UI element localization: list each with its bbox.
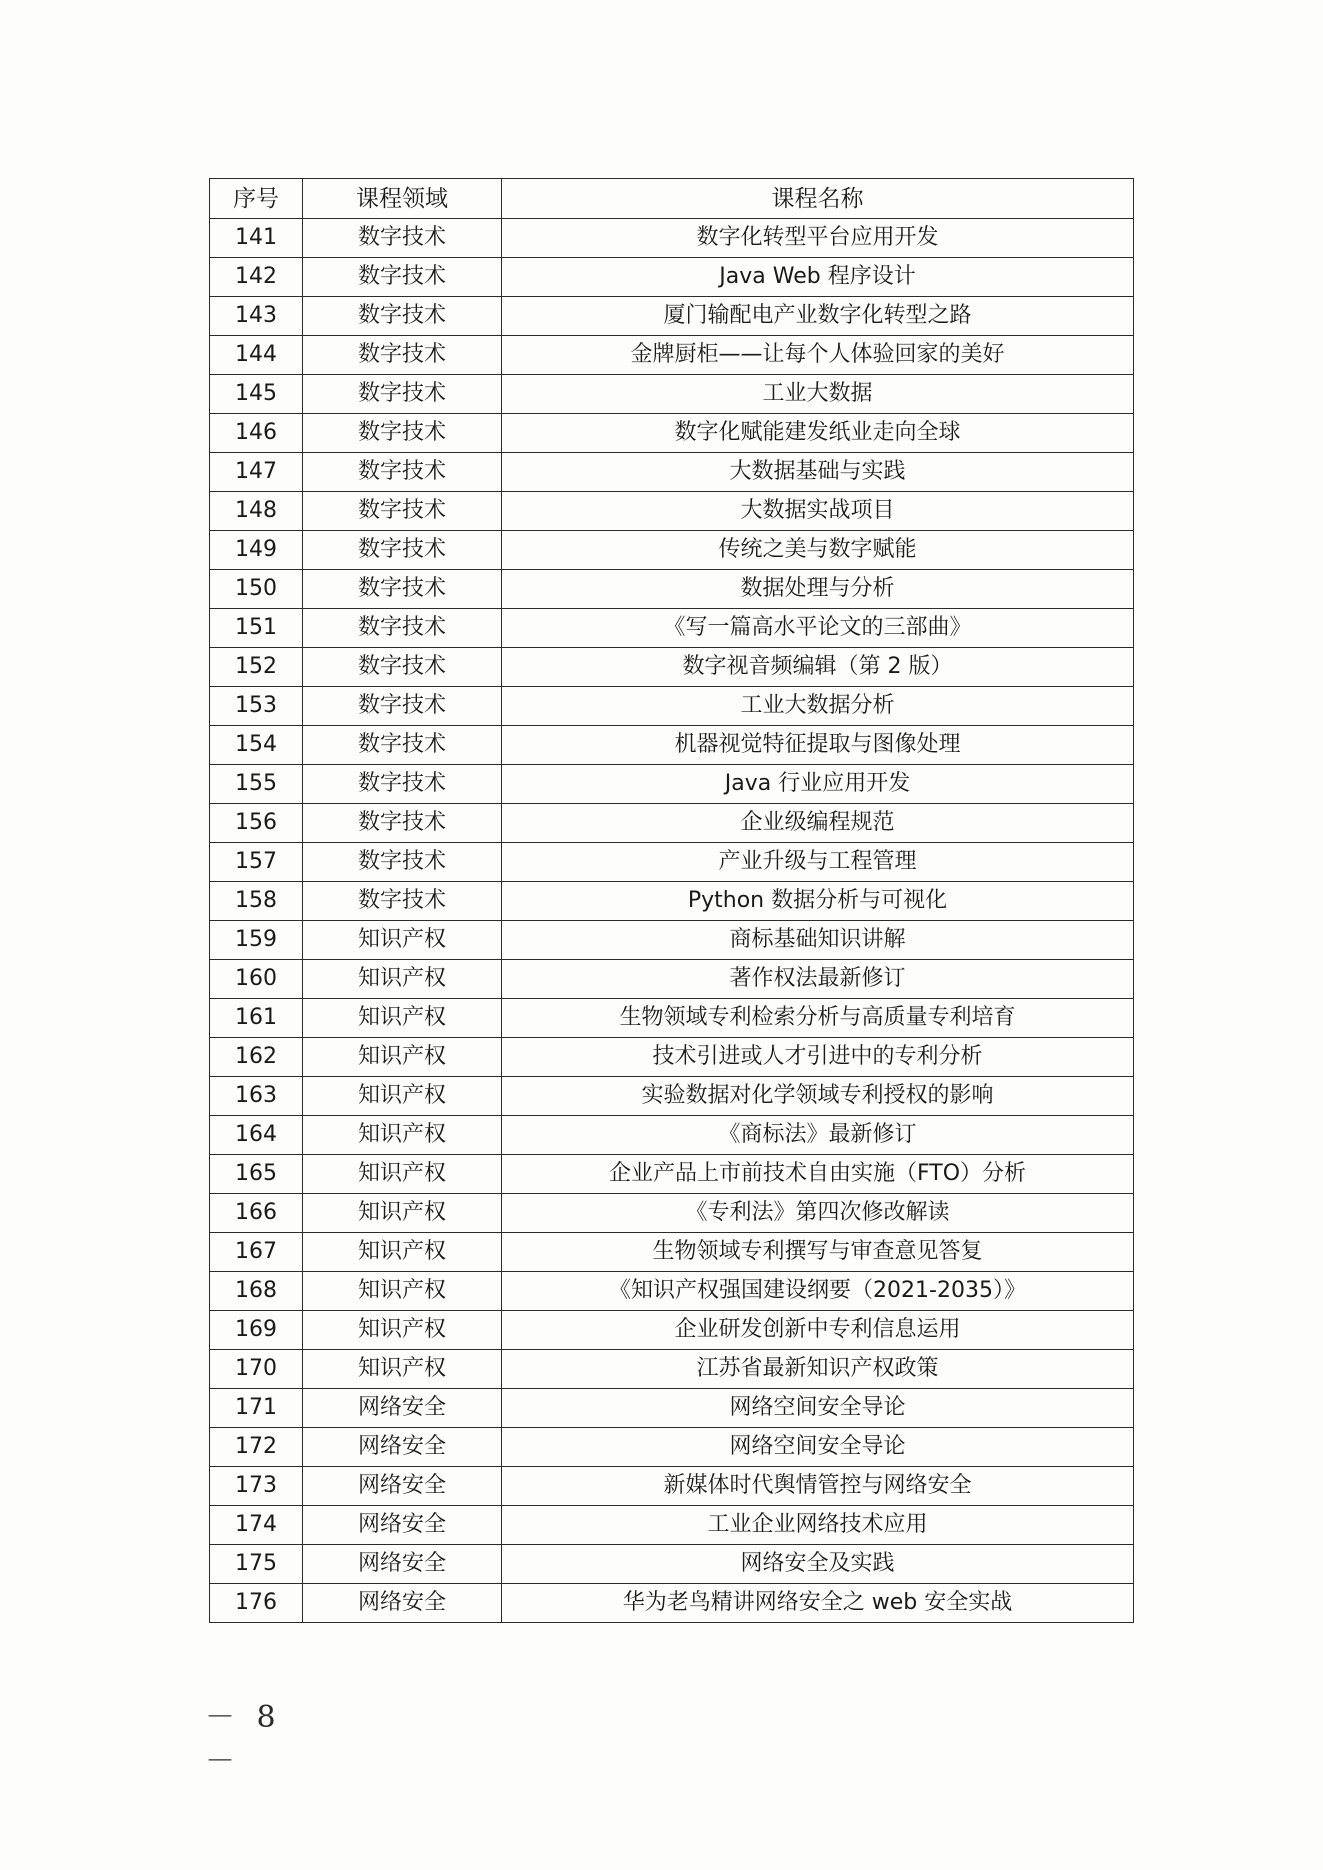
cell-serial-number: 170 xyxy=(210,1350,303,1389)
table-row xyxy=(210,492,1134,531)
table-row xyxy=(210,1467,1134,1506)
cell-course-name: 网络空间安全导论 xyxy=(502,1389,1134,1428)
cell-course-field: 数字技术 xyxy=(303,414,502,453)
cell-course-field: 知识产权 xyxy=(303,1194,502,1233)
cell-course-field: 数字技术 xyxy=(303,453,502,492)
table-row xyxy=(210,1077,1134,1116)
cell-course-field: 网络安全 xyxy=(303,1389,502,1428)
cell-serial-number: 167 xyxy=(210,1233,303,1272)
cell-course-field: 数字技术 xyxy=(303,297,502,336)
header-serial-number: 序号 xyxy=(210,179,303,219)
cell-course-name: 传统之美与数字赋能 xyxy=(502,531,1134,570)
cell-course-field: 数字技术 xyxy=(303,726,502,765)
table-row xyxy=(210,336,1134,375)
cell-course-name: 《知识产权强国建设纲要（2021-2035）》 xyxy=(502,1272,1134,1311)
table-row xyxy=(210,531,1134,570)
cell-course-name: Java Web 程序设计 xyxy=(502,258,1134,297)
cell-course-name: 商标基础知识讲解 xyxy=(502,921,1134,960)
cell-course-field: 网络安全 xyxy=(303,1467,502,1506)
cell-course-field: 数字技术 xyxy=(303,804,502,843)
cell-course-name: 《商标法》最新修订 xyxy=(502,1116,1134,1155)
cell-serial-number: 149 xyxy=(210,531,303,570)
table-row xyxy=(210,882,1134,921)
cell-serial-number: 153 xyxy=(210,687,303,726)
cell-course-name: 华为老鸟精讲网络安全之 web 安全实战 xyxy=(502,1584,1134,1623)
table-row xyxy=(210,1584,1134,1623)
cell-course-name: 产业升级与工程管理 xyxy=(502,843,1134,882)
cell-course-field: 知识产权 xyxy=(303,1350,502,1389)
cell-course-name: 厦门输配电产业数字化转型之路 xyxy=(502,297,1134,336)
course-table xyxy=(209,178,1134,1623)
cell-course-field: 知识产权 xyxy=(303,1311,502,1350)
cell-serial-number: 156 xyxy=(210,804,303,843)
cell-serial-number: 147 xyxy=(210,453,303,492)
table-header xyxy=(210,179,1134,219)
cell-course-name: 实验数据对化学领域专利授权的影响 xyxy=(502,1077,1134,1116)
cell-course-field: 数字技术 xyxy=(303,219,502,258)
cell-course-field: 网络安全 xyxy=(303,1506,502,1545)
cell-serial-number: 146 xyxy=(210,414,303,453)
cell-course-name: 机器视觉特征提取与图像处理 xyxy=(502,726,1134,765)
cell-course-name: 技术引进或人才引进中的专利分析 xyxy=(502,1038,1134,1077)
cell-course-field: 数字技术 xyxy=(303,336,502,375)
cell-serial-number: 143 xyxy=(210,297,303,336)
cell-serial-number: 150 xyxy=(210,570,303,609)
cell-course-name: 生物领域专利检索分析与高质量专利培育 xyxy=(502,999,1134,1038)
cell-course-field: 网络安全 xyxy=(303,1428,502,1467)
cell-course-name: 工业企业网络技术应用 xyxy=(502,1506,1134,1545)
cell-course-field: 数字技术 xyxy=(303,258,502,297)
cell-serial-number: 160 xyxy=(210,960,303,999)
table-row xyxy=(210,1038,1134,1077)
table-row xyxy=(210,843,1134,882)
cell-serial-number: 174 xyxy=(210,1506,303,1545)
cell-serial-number: 155 xyxy=(210,765,303,804)
cell-serial-number: 173 xyxy=(210,1467,303,1506)
cell-serial-number: 171 xyxy=(210,1389,303,1428)
table-row xyxy=(210,1272,1134,1311)
table-row xyxy=(210,1311,1134,1350)
table-row xyxy=(210,921,1134,960)
cell-course-name: 《写一篇高水平论文的三部曲》 xyxy=(502,609,1134,648)
table-row xyxy=(210,375,1134,414)
cell-serial-number: 163 xyxy=(210,1077,303,1116)
table-row xyxy=(210,687,1134,726)
cell-course-field: 网络安全 xyxy=(303,1545,502,1584)
cell-course-field: 知识产权 xyxy=(303,1077,502,1116)
cell-course-name: 数字视音频编辑（第 2 版） xyxy=(502,648,1134,687)
cell-course-name: 网络安全及实践 xyxy=(502,1545,1134,1584)
cell-course-name: Java 行业应用开发 xyxy=(502,765,1134,804)
cell-serial-number: 145 xyxy=(210,375,303,414)
cell-course-field: 知识产权 xyxy=(303,1155,502,1194)
table-row xyxy=(210,726,1134,765)
table-row xyxy=(210,609,1134,648)
cell-course-name: 生物领域专利撰写与审查意见答复 xyxy=(502,1233,1134,1272)
cell-course-name: 金牌厨柜——让每个人体验回家的美好 xyxy=(502,336,1134,375)
cell-serial-number: 172 xyxy=(210,1428,303,1467)
cell-serial-number: 161 xyxy=(210,999,303,1038)
cell-course-name: Python 数据分析与可视化 xyxy=(502,882,1134,921)
table-row xyxy=(210,648,1134,687)
table-row xyxy=(210,1116,1134,1155)
table-row xyxy=(210,765,1134,804)
table-row xyxy=(210,219,1134,258)
cell-serial-number: 152 xyxy=(210,648,303,687)
cell-course-name: 江苏省最新知识产权政策 xyxy=(502,1350,1134,1389)
cell-course-name: 新媒体时代舆情管控与网络安全 xyxy=(502,1467,1134,1506)
cell-course-name: 数字化赋能建发纸业走向全球 xyxy=(502,414,1134,453)
table-row xyxy=(210,258,1134,297)
table-row xyxy=(210,414,1134,453)
cell-course-field: 知识产权 xyxy=(303,999,502,1038)
table-row xyxy=(210,1233,1134,1272)
cell-course-name: 企业产品上市前技术自由实施（FTO）分析 xyxy=(502,1155,1134,1194)
cell-course-field: 数字技术 xyxy=(303,375,502,414)
table-row xyxy=(210,297,1134,336)
header-course-name: 课程名称 xyxy=(502,179,1134,219)
cell-course-name: 企业级编程规范 xyxy=(502,804,1134,843)
cell-serial-number: 159 xyxy=(210,921,303,960)
cell-serial-number: 142 xyxy=(210,258,303,297)
cell-course-field: 数字技术 xyxy=(303,687,502,726)
cell-course-name: 网络空间安全导论 xyxy=(502,1428,1134,1467)
cell-course-name: 数字化转型平台应用开发 xyxy=(502,219,1134,258)
cell-course-field: 数字技术 xyxy=(303,492,502,531)
cell-serial-number: 151 xyxy=(210,609,303,648)
cell-course-field: 数字技术 xyxy=(303,570,502,609)
cell-course-field: 知识产权 xyxy=(303,960,502,999)
cell-serial-number: 168 xyxy=(210,1272,303,1311)
header-row xyxy=(210,179,1134,219)
table-row xyxy=(210,804,1134,843)
cell-serial-number: 141 xyxy=(210,219,303,258)
cell-serial-number: 166 xyxy=(210,1194,303,1233)
cell-course-name: 著作权法最新修订 xyxy=(502,960,1134,999)
cell-serial-number: 169 xyxy=(210,1311,303,1350)
table-row xyxy=(210,1389,1134,1428)
header-course-field: 课程领域 xyxy=(303,179,502,219)
cell-serial-number: 148 xyxy=(210,492,303,531)
cell-serial-number: 154 xyxy=(210,726,303,765)
cell-course-name: 大数据基础与实践 xyxy=(502,453,1134,492)
cell-course-name: 大数据实战项目 xyxy=(502,492,1134,531)
table-row xyxy=(210,570,1134,609)
cell-course-name: 工业大数据 xyxy=(502,375,1134,414)
cell-course-field: 知识产权 xyxy=(303,1233,502,1272)
cell-serial-number: 176 xyxy=(210,1584,303,1623)
table-row xyxy=(210,1545,1134,1584)
table-body xyxy=(210,219,1134,1623)
cell-course-field: 知识产权 xyxy=(303,1116,502,1155)
table-row xyxy=(210,1350,1134,1389)
cell-course-field: 数字技术 xyxy=(303,531,502,570)
table-row xyxy=(210,1428,1134,1467)
cell-course-field: 知识产权 xyxy=(303,921,502,960)
cell-course-field: 数字技术 xyxy=(303,843,502,882)
table-row xyxy=(210,960,1134,999)
cell-course-name: 数据处理与分析 xyxy=(502,570,1134,609)
cell-course-field: 数字技术 xyxy=(303,609,502,648)
table-row xyxy=(210,1506,1134,1545)
cell-course-field: 数字技术 xyxy=(303,882,502,921)
cell-serial-number: 157 xyxy=(210,843,303,882)
cell-course-field: 知识产权 xyxy=(303,1038,502,1077)
cell-serial-number: 162 xyxy=(210,1038,303,1077)
table-row xyxy=(210,1194,1134,1233)
cell-course-name: 《专利法》第四次修改解读 xyxy=(502,1194,1134,1233)
cell-course-field: 数字技术 xyxy=(303,765,502,804)
cell-serial-number: 144 xyxy=(210,336,303,375)
table-row xyxy=(210,999,1134,1038)
cell-course-field: 数字技术 xyxy=(303,648,502,687)
table-row xyxy=(210,453,1134,492)
cell-course-name: 工业大数据分析 xyxy=(502,687,1134,726)
cell-course-field: 网络安全 xyxy=(303,1584,502,1623)
cell-serial-number: 165 xyxy=(210,1155,303,1194)
cell-course-name: 企业研发创新中专利信息运用 xyxy=(502,1311,1134,1350)
cell-serial-number: 175 xyxy=(210,1545,303,1584)
cell-serial-number: 158 xyxy=(210,882,303,921)
table-row xyxy=(210,1155,1134,1194)
page-number: － 8 － xyxy=(205,1700,282,1779)
cell-serial-number: 164 xyxy=(210,1116,303,1155)
cell-course-field: 知识产权 xyxy=(303,1272,502,1311)
